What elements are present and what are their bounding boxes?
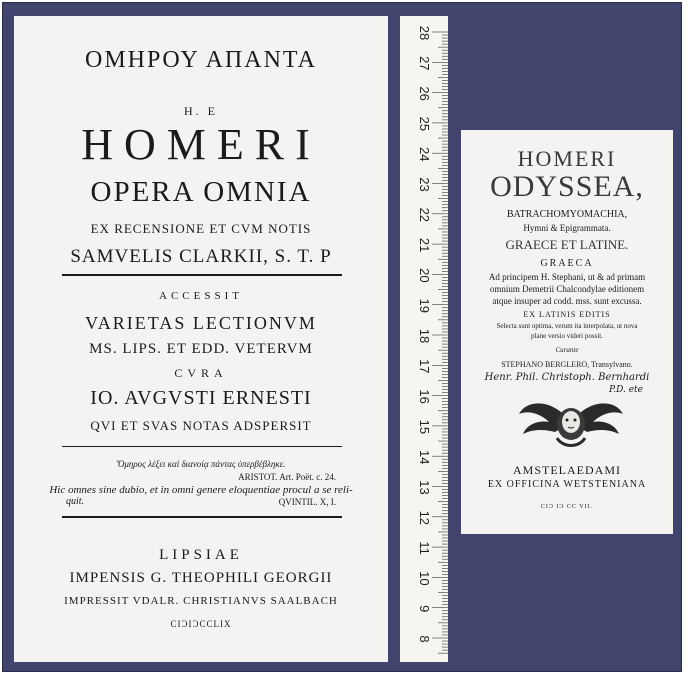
- ms-lips-line: MS. LIPS. ET EDD. VETERVM: [89, 341, 313, 357]
- ex-latinis-line: EX LATINIS EDITIS: [523, 310, 611, 319]
- hymni-line: Hymni & Epigrammata.: [523, 223, 611, 233]
- ruler-label: 21: [417, 237, 432, 253]
- curante-line: Curante: [555, 346, 579, 354]
- ruler-label: 14: [417, 449, 432, 465]
- handwritten-annotation-continued: P.D. ete: [609, 385, 643, 395]
- amstelaedami-line: AMSTELAEDAMI: [513, 463, 621, 477]
- ruler-label: 23: [417, 177, 432, 192]
- ruler-label: 11: [417, 541, 432, 555]
- ruler-label: 20: [417, 268, 432, 283]
- homeri-heading: HOMERI: [517, 146, 617, 171]
- ruler-label: 10: [417, 571, 432, 586]
- graece-latine-line: GRAECE ET LATINE.: [505, 237, 629, 252]
- latin-quote: Hic omnes sine dubio, et in omni genere eloquentiae procul a se reli-: [49, 484, 353, 496]
- ad-principem-line: Ad principem H. Stephani, ut & ad primam: [488, 272, 646, 282]
- stephano-line: STEPHANO BERGLERO, Transylvano.: [501, 360, 633, 369]
- greek-title: ΟΜΗΡΟΥ ΑΠΑΝΤΑ: [84, 47, 317, 73]
- ruler-label: 19: [417, 298, 432, 313]
- latin-quote-continued: quit.: [66, 496, 85, 507]
- ruler-label: 15: [417, 419, 432, 435]
- ruler-label: 22: [417, 207, 432, 223]
- odyssea-heading: ODYSSEA,: [490, 170, 644, 203]
- batrachomyomachia-line: BATRACHOMYOMACHIA,: [506, 209, 628, 220]
- varietas-line: VARIETAS LECTIONVM: [85, 313, 317, 333]
- ruler-label: 16: [417, 389, 432, 404]
- ruler-label: 24: [417, 146, 432, 162]
- ruler-label: 28: [417, 25, 432, 41]
- right-title-page: [461, 130, 673, 534]
- measuring-ruler: [400, 16, 448, 662]
- opera-omnia-heading: OPERA OMNIA: [90, 176, 312, 208]
- impensis-line: IMPENSIS G. THEOPHILI GEORGII: [69, 570, 333, 586]
- lipsiae-line: LIPSIAE: [159, 547, 243, 563]
- ruler-label: 27: [417, 56, 432, 71]
- he-line: H. E: [184, 104, 218, 118]
- ruler-label: 9: [417, 605, 432, 613]
- publication-date: CIƆ IƆ CC VII.: [540, 504, 594, 510]
- publication-date: CIƆIƆCCLIX: [170, 619, 232, 629]
- io-augusti-line: IO. AVGVSTI ERNESTI: [90, 387, 312, 409]
- homeri-heading: HOMERI: [81, 120, 321, 169]
- divider-rule: [62, 516, 342, 518]
- officina-line: EX OFFICINA WETSTENIANA: [487, 479, 647, 490]
- accessit-line: ACCESSIT: [159, 290, 243, 302]
- ruler-label: 25: [417, 116, 432, 132]
- ruler-scale: [400, 16, 448, 662]
- ruler-label: 12: [417, 510, 432, 526]
- impressit-line: IMPRESSIT VDALR. CHRISTIANVS SAALBACH: [64, 595, 338, 607]
- left-title-page: [14, 16, 388, 662]
- ruler-label: 13: [417, 480, 432, 495]
- graeca-line: GRAECA: [540, 258, 594, 269]
- ruler-label: 26: [417, 86, 432, 101]
- handwritten-annotation: Henr. Phil. Christoph. Bernhardi: [484, 372, 650, 383]
- ex-recensione-line: EX RECENSIONE ET CVM NOTIS: [90, 221, 312, 236]
- printer-ornament-icon: [511, 392, 631, 452]
- greek-quote: Ὅμηρος λέξει καὶ διανοίᾳ πάντας ὑπερβέβληκε.: [116, 459, 286, 469]
- selecta-line-continued: plane versio videri possit.: [531, 332, 603, 340]
- qui-line: QVI ET SVAS NOTAS ADSPERSIT: [90, 418, 312, 433]
- omnium-line: omnium Demetrii Chalcondylae editionem: [489, 284, 645, 294]
- ruler-label: 17: [417, 359, 432, 374]
- divider-rule: [62, 446, 342, 447]
- divider-rule: [62, 274, 342, 276]
- ruler-label: 18: [417, 328, 432, 344]
- quote-source-aristotle: ARISTOT. Art. Poët. c. 24.: [238, 472, 336, 482]
- atque-line: atque insuper ad codd. mss. sunt excussa.: [492, 296, 642, 306]
- clarkii-line: SAMVELIS CLARKII, S. T. P: [70, 246, 332, 267]
- cura-line: CVRA: [174, 366, 228, 380]
- quote-source-quintilian: QVINTIL. X, I.: [278, 497, 336, 507]
- ruler-label: 8: [417, 635, 432, 643]
- selecta-line: Selecta sunt optima, verum ita interpolata, ut nova: [496, 322, 638, 330]
